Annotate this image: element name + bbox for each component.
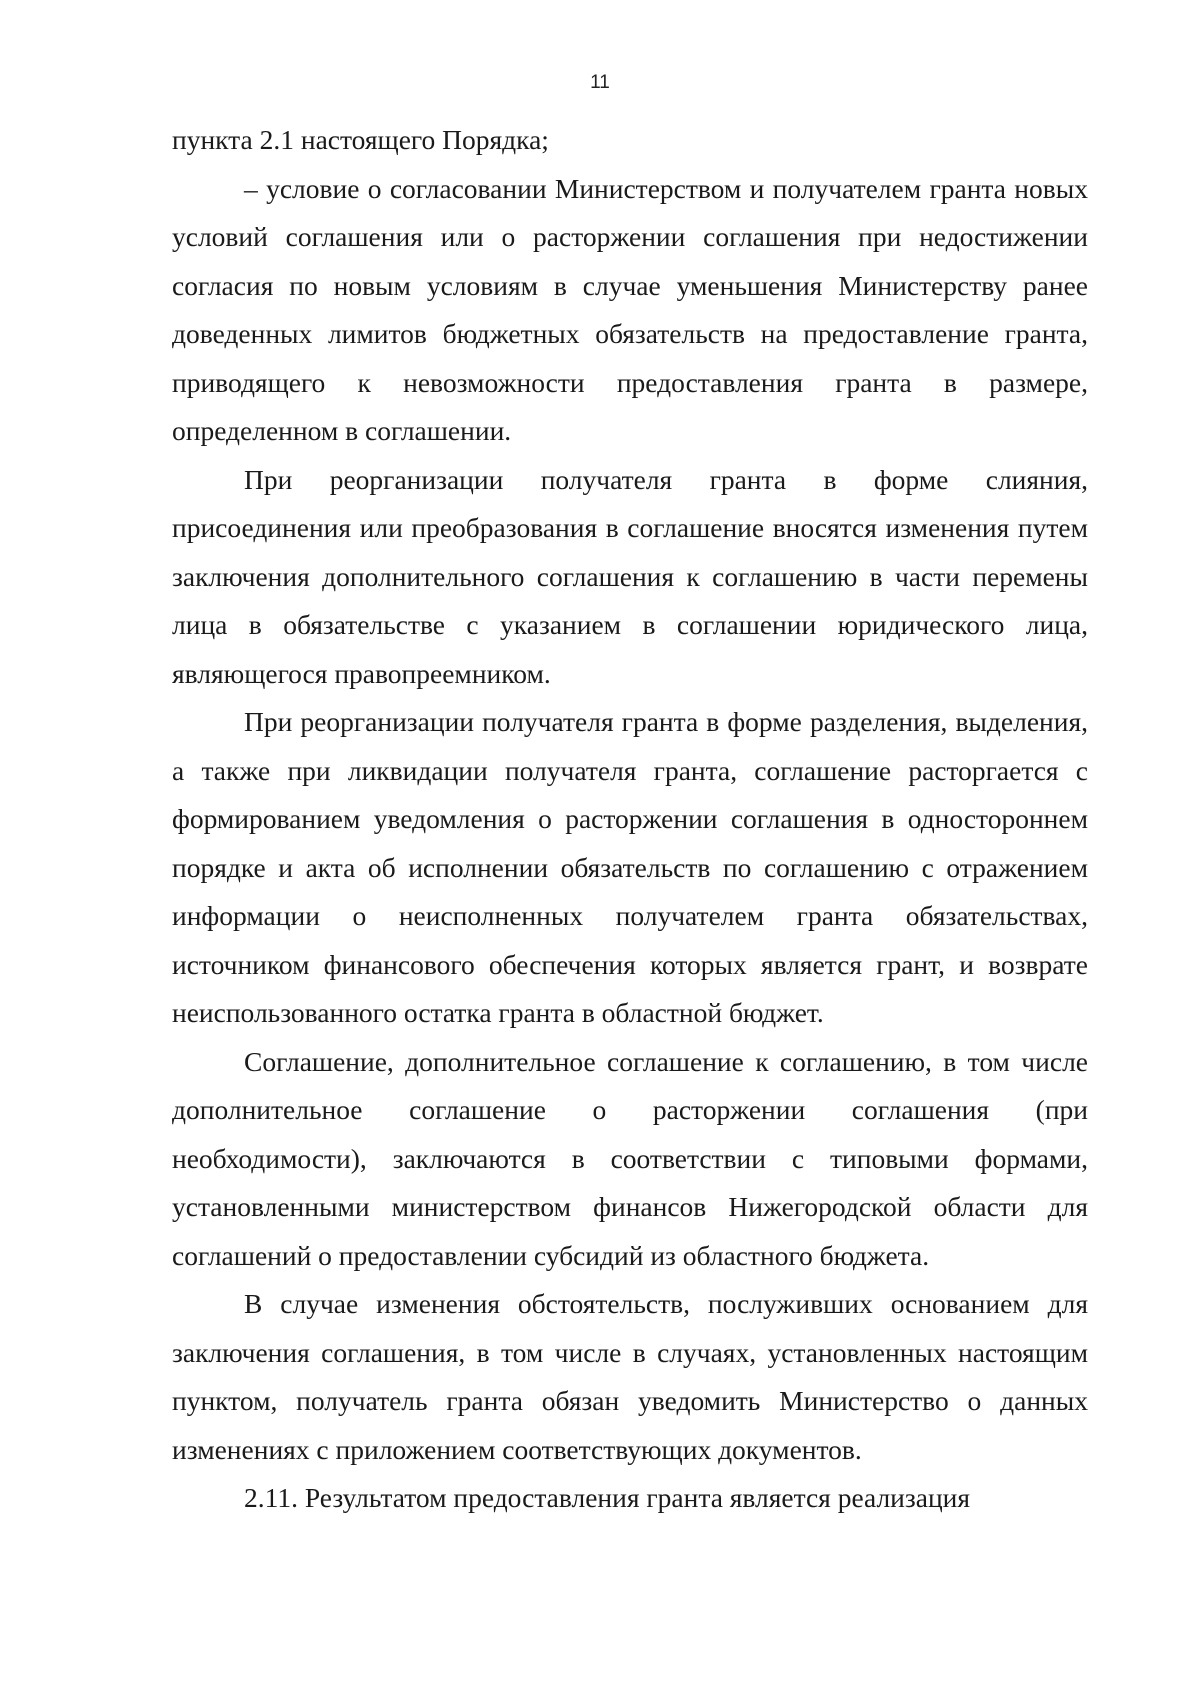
paragraph-continuation: пункта 2.1 настоящего Порядка; [172,124,549,155]
paragraph-agreement-forms: Соглашение, дополнительное соглашение к соглашению, в том числе дополнительное соглашение о расторжении соглашения (при необходимости), заключаются в соответствии с типовыми формами, установленными министерством финансов Нижегородской области для соглашений о предоставлении субсидий из областного бюджета. [172,1045,1088,1271]
paragraph-reorganization-division: При реорганизации получателя гранта в форме разделения, выделения, а также при ликвидации получателя гранта, соглашение расторгается с формированием уведомления о расторжении соглашения в одностороннем порядке и акта об исполнении обязательств по соглашению с отражением информации о неисполненных получателем гранта обязательствах, источником финансового обеспечения которых является грант, и возврате неиспользованного остатка гранта в областной бюджет. [172,706,1088,1028]
document-body [172,116,1088,1523]
page-number: 11 [590,72,610,93]
paragraph-condition-agreement: – условие о согласовании Министерством и получателем гранта новых условий соглашения или о расторжении соглашения при недостижении согласия по новым условиям в случае уменьшения Министерству ранее доведенных лимитов бюджетных обязательств на предоставление гранта, приводящего к невозможности предоставления гранта в размере, определенном в соглашении. [172,172,1088,446]
paragraph-section-2-11: 2.11. Результатом предоставления гранта является реализация [244,1482,971,1513]
paragraph-reorganization-merger: При реорганизации получателя гранта в форме слияния, присоединения или преобразования в соглашение вносятся изменения путем заключения дополнительного соглашения к соглашению в части перемены лица в обязательстве с указанием в соглашении юридического лица, являющегося правопреемником. [172,463,1088,689]
paragraph-circumstances-change: В случае изменения обстоятельств, послуживших основанием для заключения соглашения, в том числе в случаях, установленных настоящим пунктом, получатель гранта обязан уведомить Министерство о данных изменениях с приложением соответствующих документов. [172,1288,1088,1465]
